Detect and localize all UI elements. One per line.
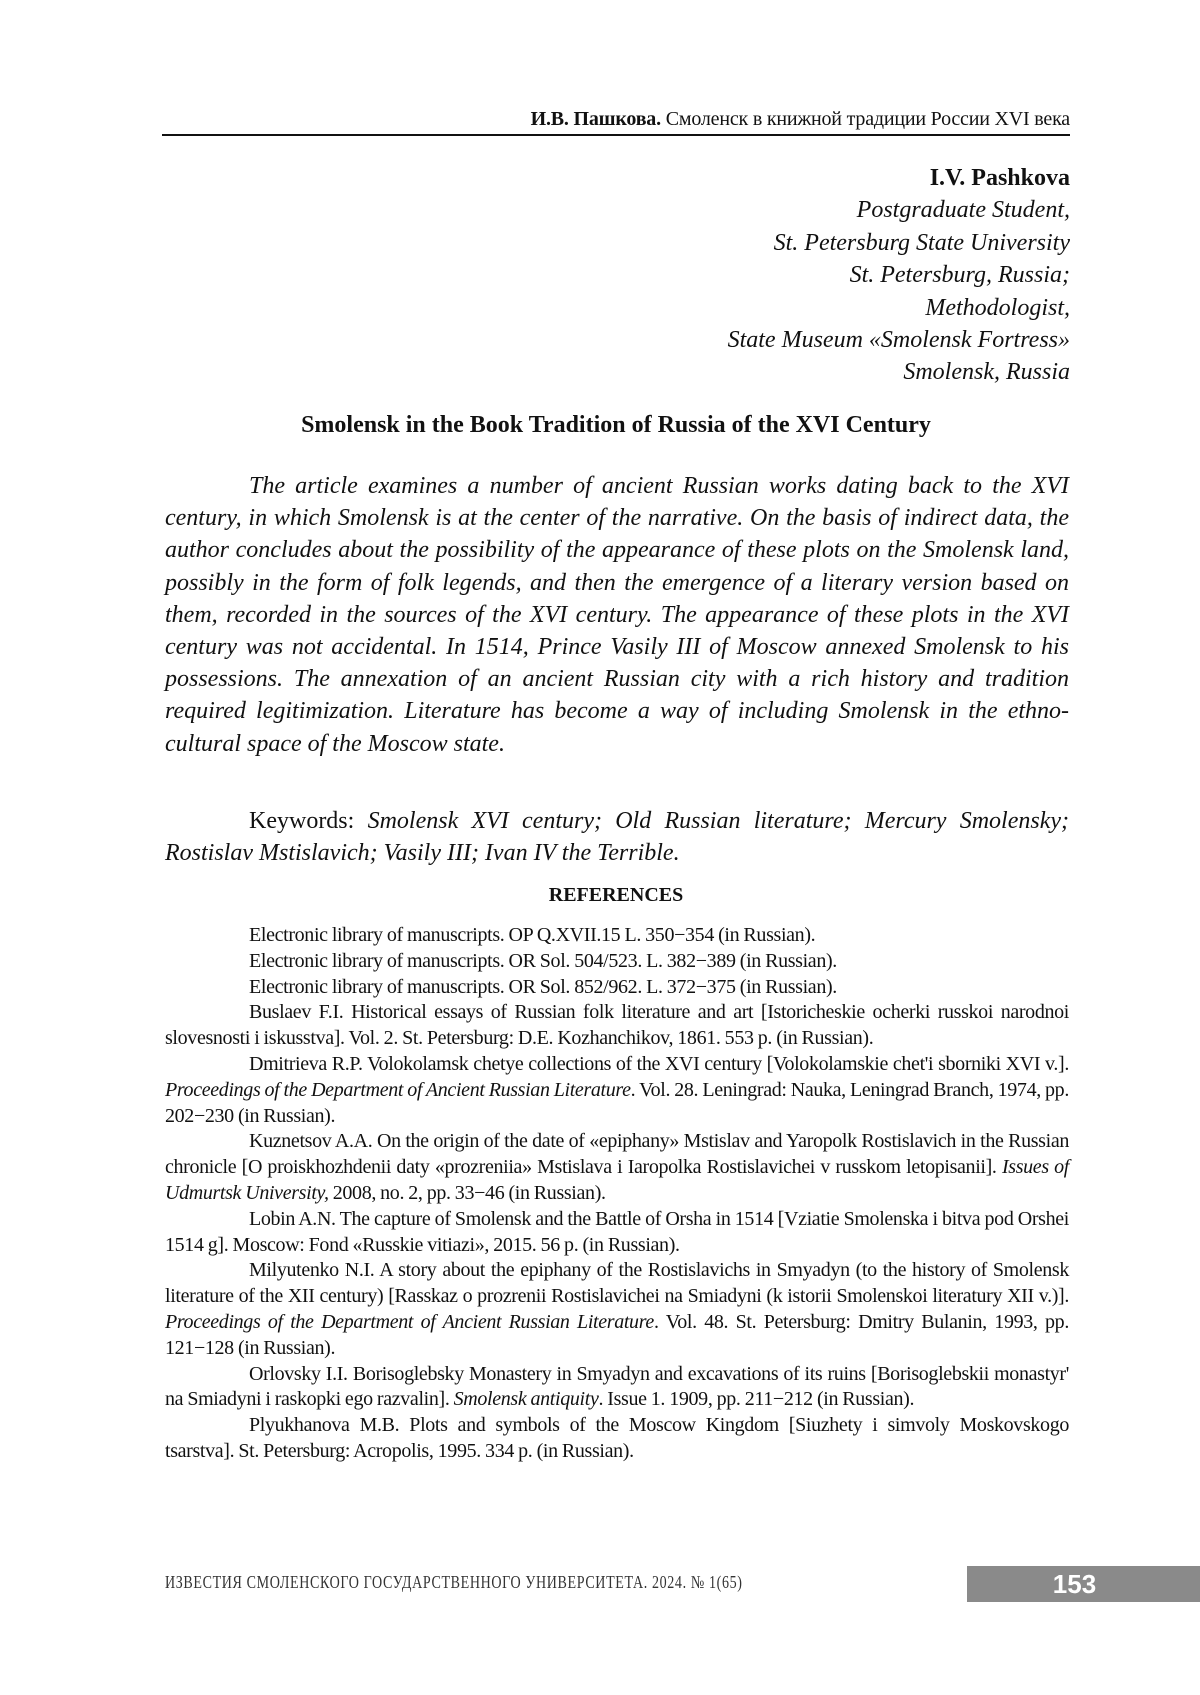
reference-entry	[165, 1052, 1069, 1129]
affiliation-line: St. Petersburg State University	[773, 229, 1070, 256]
reference-before-text: Milyutenko N.I. A story about the epiphany of the Rostislavichs in Smyadyn (to the history of Smolensk literature of the XII century) [Rasskaz o prozrenii Rostislavichei na Smiadyni (k istorii Smolenskoi literatury XII v.)].	[165, 1259, 1069, 1308]
reference-italic-text: Proceedings of the Department of Ancient Russian Literature	[165, 1078, 631, 1101]
affiliation-line: Smolensk, Russia	[903, 359, 1070, 386]
reference-italic-text: Proceedings of the Department of Ancient Russian Literature	[165, 1310, 654, 1333]
abstract: The article examines a number of ancient Russian works dating back to the XVI century, in which Smolensk is at the center of the narrative. On the basis of indirect data, the author concludes about the possibility of the appearance of these plots on the Smolensk land, possibly in the form of folk legends, and then the emergence of a literary version based on them, recorded in the sources of the XVI century. The appearance of these plots in the XVI century was not accidental. In 1514, Prince Vasily III of Moscow annexed Smolensk to his possessions. The annexation of an ancient Russian city with a rich history and tradition required legitimization. Literature has become a way of including Smolensk in the ethno-cultural space of the Moscow state.	[165, 473, 1069, 757]
article-title: Smolensk in the Book Tradition of Russia of the XVI Century	[301, 412, 931, 438]
reference-after-text: 2008, no. 2, pp. 33−46 (in Russian).	[328, 1181, 606, 1204]
reference-entry	[165, 1258, 1069, 1361]
reference-before-text: Plyukhanova M.B. Plots and symbols of the Moscow Kingdom [Siuzhety i simvoly Moskovskogo tsarstva]. St. Petersburg: Acropolis, 1995. 334 p. (in Russian).	[165, 1414, 1069, 1462]
header-rule	[162, 134, 1070, 136]
reference-italic-text: Issues of Udmurtsk University,	[165, 1156, 1069, 1204]
running-header-title: Смоленск в книжной традиции России XVI века	[665, 108, 1070, 130]
footer-journal-title: ИЗВЕСТИЯ СМОЛЕНСКОГО ГОСУДАРСТВЕННОГО УНИВЕРСИТЕТА. 2024. № 1(65)	[165, 1572, 743, 1592]
reference-before-text: Kuznetsov A.A. On the origin of the date of «epiphany» Mstislav and Yaropolk Rostislavich in the Russian chronicle [O proiskhozhdenii daty «prozreniia» Mstislava i Iaropolka Rostislavichei v russkom letopisanii].	[165, 1130, 1069, 1179]
affiliation-line: State Museum «Smolensk Fortress»	[727, 327, 1070, 354]
reference-italic-text: Smolensk antiquity	[453, 1388, 599, 1411]
running-header	[162, 108, 1070, 131]
keywords-label: Keywords:	[249, 808, 355, 834]
reference-entry	[165, 1362, 1069, 1414]
reference-before-text: Electronic library of manuscripts. OR Sol. 852/962. L. 372−375 (in Russian).	[249, 975, 837, 998]
author-block	[728, 162, 1070, 389]
reference-entry	[165, 1129, 1069, 1206]
keywords-text: Smolensk XVI century; Old Russian literature; Mercury Smolensky; Rostislav Mstislavich; Vasily III; Ivan IV the Terrible.	[165, 808, 1069, 866]
affiliation-line: Postgraduate Student,	[856, 197, 1070, 224]
reference-before-text: Dmitrieva R.P. Volokolamsk chetye collections of the XVI century [Volokolamskie chet'i sborniki XVI v.].	[249, 1052, 1069, 1075]
reference-entry	[165, 923, 1069, 949]
affiliation-line: St. Petersburg, Russia;	[849, 262, 1070, 289]
author-name: I.V. Pashkova	[929, 165, 1070, 191]
reference-entry	[165, 1207, 1069, 1259]
reference-after-text: . Vol. 28. Leningrad: Nauka, Leningrad Branch, 1974, pp. 202−230 (in Russian).	[165, 1078, 1069, 1127]
affiliation-line: Methodologist,	[925, 294, 1070, 321]
reference-before-text: Electronic library of manuscripts. OP Q.XVII.15 L. 350−354 (in Russian).	[249, 924, 816, 946]
reference-before-text: Orlovsky I.I. Borisoglebsky Monastery in Smyadyn and excavations of its ruins [Borisoglebskii monastyr' na Smiadyni i raskopki ego razvalin].	[165, 1362, 1069, 1411]
reference-after-text: . Issue 1. 1909, pp. 211−212 (in Russian).	[598, 1388, 915, 1411]
reference-before-text: Lobin A.N. The capture of Smolensk and the Battle of Orsha in 1514 [Vziatie Smolenska i bitva pod Orshei 1514 g]. Moscow: Fond «Russkie vitiazi», 2015. 56 p. (in Russian).	[165, 1207, 1069, 1256]
references-heading: REFERENCES	[548, 884, 684, 906]
running-header-author: И.В. Пашкова.	[530, 108, 661, 130]
reference-entry	[165, 975, 1069, 1001]
keywords	[165, 805, 1069, 869]
reference-entry	[165, 1413, 1069, 1465]
reference-before-text: Buslaev F.I. Historical essays of Russian folk literature and art [Istoricheskie ocherki russkoi narodnoi slovesnosti i iskusstva]. Vol. 2. St. Petersburg: D.E. Kozhanchikov, 1861. 553 p. (in Russian).	[165, 1001, 1069, 1050]
reference-entry	[165, 1000, 1069, 1052]
reference-before-text: Electronic library of manuscripts. OR Sol. 504/523. L. 382−389 (in Russian).	[249, 949, 837, 972]
page-number-box	[967, 1566, 1200, 1602]
references-list	[165, 923, 1069, 1465]
reference-entry	[165, 949, 1069, 975]
reference-after-text: . Vol. 48. St. Petersburg: Dmitry Bulanin, 1993, pp. 121−128 (in Russian).	[165, 1310, 1069, 1359]
page-number: 153	[1052, 1568, 1097, 1599]
